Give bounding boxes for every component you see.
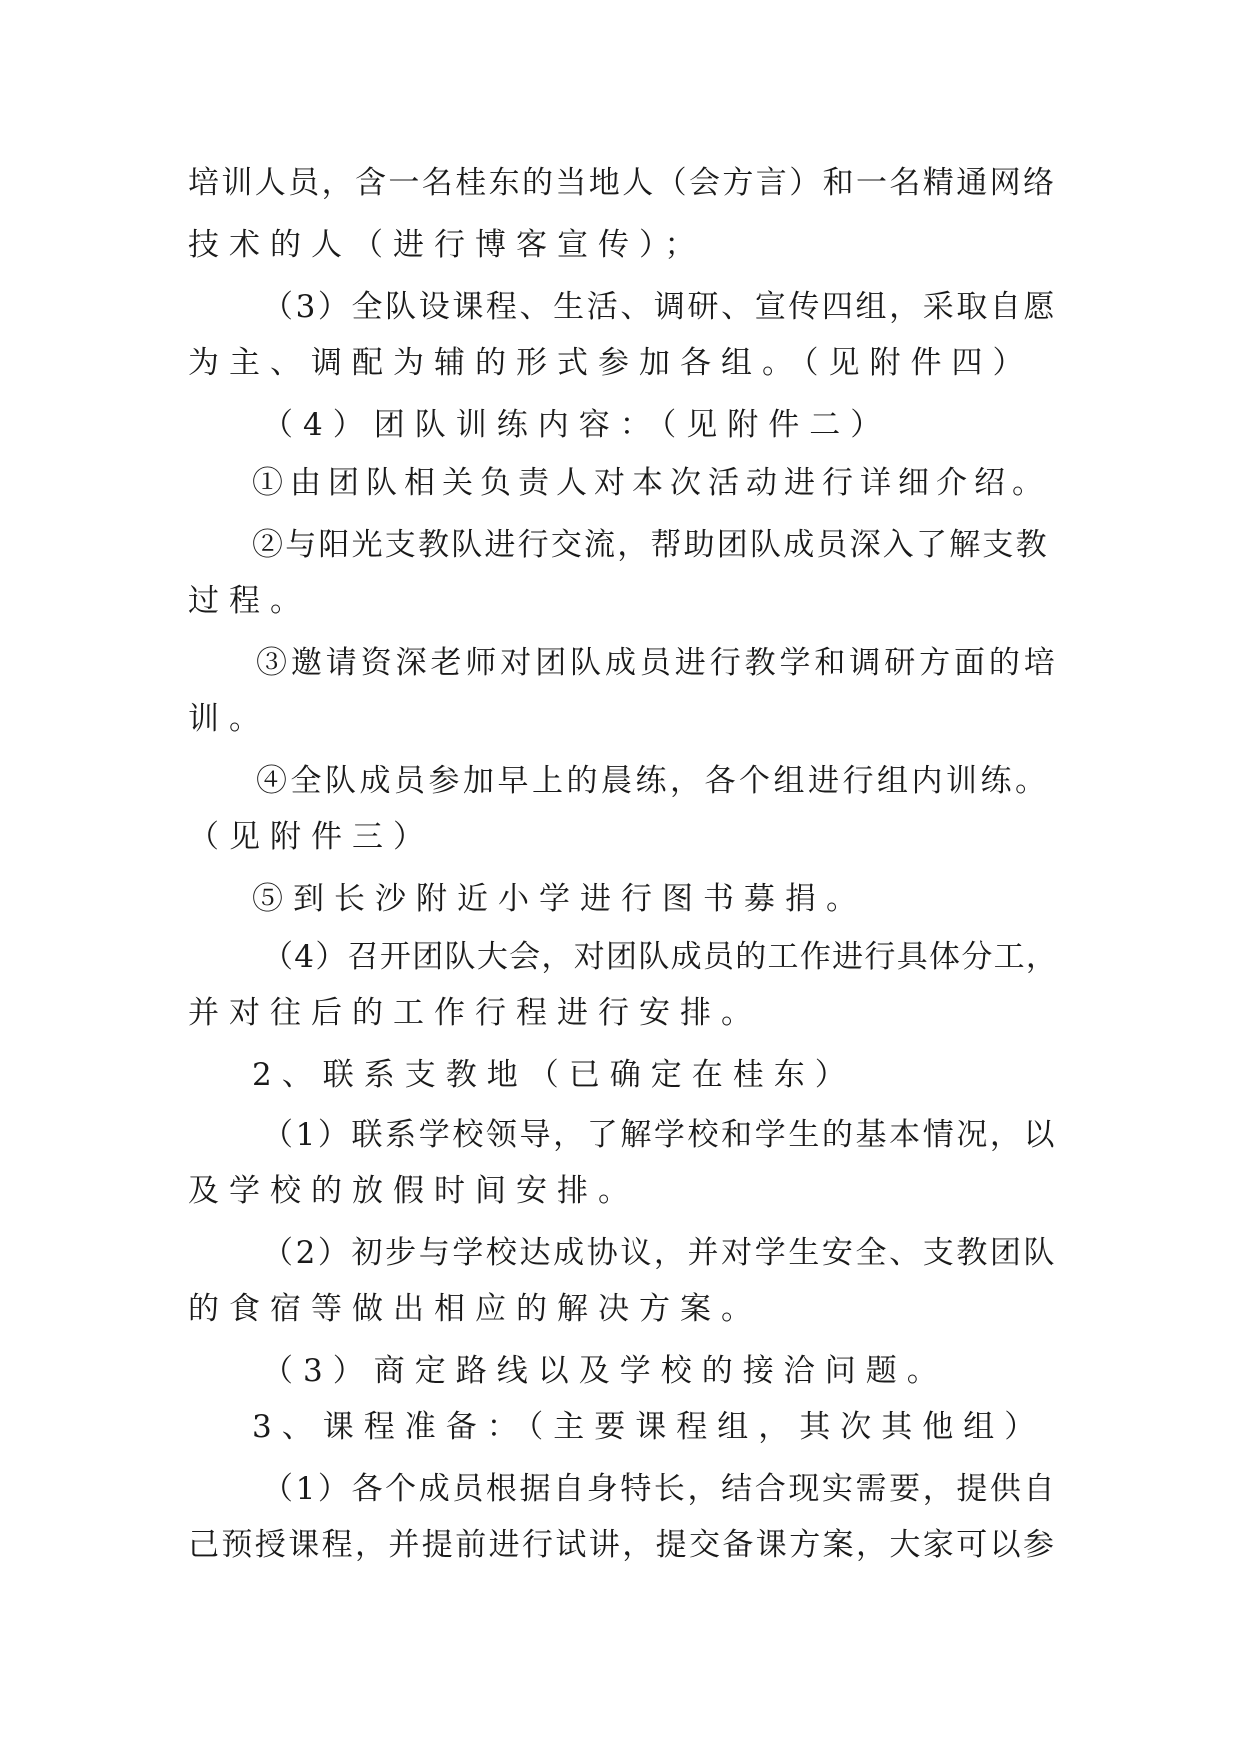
- text-line: （3）商定路线以及学校的接洽问题。: [262, 1353, 948, 1389]
- text-line: 过程。: [188, 583, 311, 619]
- text-line: （1）各个成员根据自身特长，结合现实需要，提供自: [262, 1471, 1058, 1507]
- text-line: （1）联系学校领导，了解学校和学生的基本情况，以: [262, 1117, 1058, 1153]
- text-line: （3）全队设课程、生活、调研、宣传四组，采取自愿: [262, 289, 1058, 325]
- text-line: 3、课程准备：（主要课程组，其次其他组）: [252, 1409, 1046, 1445]
- text-line: （4）团队训练内容：（见附件二）: [262, 407, 892, 443]
- text-line: ⑤到长沙附近小学进行图书募捐。: [252, 881, 867, 917]
- text-line: 及学校的放假时间安排。: [188, 1173, 639, 1209]
- text-line: 的食宿等做出相应的解决方案。: [188, 1291, 762, 1327]
- text-line: ④全队成员参加早上的晨练，各个组进行组内训练。: [256, 763, 1050, 799]
- text-line: 技术的人（进行博客宣传）；: [188, 227, 706, 263]
- text-line: 己预授课程，并提前进行试讲，提交备课方案，大家可以参: [188, 1527, 1057, 1563]
- text-line: 为主、调配为辅的形式参加各组。（见附件四）: [188, 345, 1034, 381]
- text-line: ②与阳光支教队进行交流，帮助团队成员深入了解支教: [252, 527, 1049, 563]
- text-line: ③邀请资深老师对团队成员进行教学和调研方面的培: [256, 645, 1059, 681]
- text-line: （见附件三）: [188, 819, 434, 855]
- text-line: （4）召开团队大会，对团队成员的工作进行具体分工，: [262, 939, 1059, 975]
- text-line: 并对往后的工作行程进行安排。: [188, 995, 762, 1031]
- text-line: ①由团队相关负责人对本次活动进行详细介绍。: [252, 465, 1050, 501]
- text-line: （2）初步与学校达成协议，并对学生安全、支教团队: [262, 1235, 1058, 1271]
- text-line: 培训人员，含一名桂东的当地人（会方言）和一名精通网络: [188, 165, 1057, 201]
- text-line: 训。: [188, 701, 270, 737]
- text-line: 2、联系支教地（已确定在桂东）: [252, 1057, 856, 1093]
